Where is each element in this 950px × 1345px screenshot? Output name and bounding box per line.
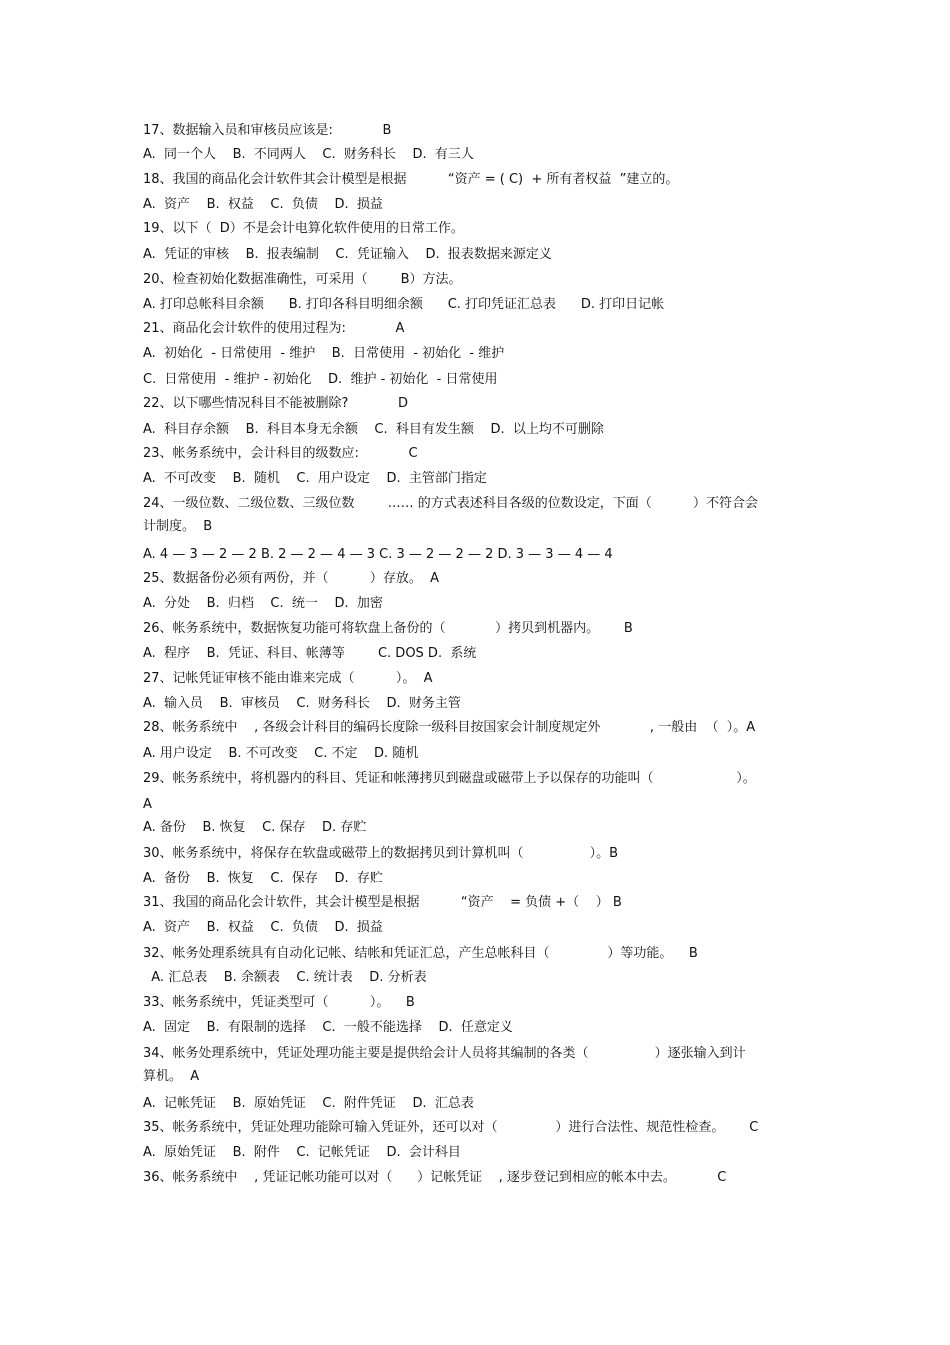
text-line: A. 备份 B. 恢复 C. 保存 D. 存贮 (143, 871, 383, 886)
text-line: A. 汇总表 B. 余额表 C. 统计表 D. 分析表 (143, 970, 427, 985)
text-line: A. 初始化 - 日常使用 - 维护 B. 日常使用 - 初始化 - 维护 (143, 346, 505, 361)
text-line: 33、帐务系统中，凭证类型可（ ）。 B (143, 995, 415, 1010)
text-line: A. 打印总帐科目余额 B. 打印各科目明细余额 C. 打印凭证汇总表 D. 打印日记帐 (143, 297, 665, 312)
text-line: 30、帐务系统中，将保存在软盘或磁带上的数据拷贝到计算机叫（ ）。B (143, 846, 619, 861)
text-line: 36、帐务系统中 , 凭证记帐功能可以对（ ）记帐凭证 , 逐步登记到相应的帐本中去。 C (143, 1170, 727, 1185)
text-line: 25、数据备份必须有两份，并（ ）存放。 A (143, 571, 440, 586)
text-line: 21、商品化会计软件的使用过程为: A (143, 321, 405, 336)
text-line: 22、以下哪些情况科目不能被删除? D (143, 396, 409, 411)
text-line: A. 备份 B. 恢复 C. 保存 D. 存贮 (143, 820, 367, 835)
text-line: A. 不可改变 B. 随机 C. 用户设定 D. 主管部门指定 (143, 471, 487, 486)
text-line: A. 原始凭证 B. 附件 C. 记帐凭证 D. 会计科目 (143, 1145, 461, 1160)
text-line: A. 同一个人 B. 不同两人 C. 财务科长 D. 有三人 (143, 147, 474, 162)
text-line: 31、我国的商品化会计软件，其会计模型是根据 “资产 = 负债 +（ ） B (143, 895, 622, 910)
text-line: A. 程序 B. 凭证、科目、帐薄等 C. DOS D. 系统 (143, 646, 477, 661)
text-line: 26、帐务系统中，数据恢复功能可将软盘上备份的（ ）拷贝到机器内。 B (143, 621, 633, 636)
text-line: 29、帐务系统中，将机器内的科目、凭证和帐薄拷贝到磁盘或磁带上予以保存的功能叫（ ）。 (143, 771, 756, 786)
text-line: A. 科目存余额 B. 科目本身无余额 C. 科目有发生额 D. 以上均不可删除 (143, 422, 604, 437)
text-line: 27、记帐凭证审核不能由谁来完成（ ）。 A (143, 671, 433, 686)
text-line: 计制度。 B (143, 519, 213, 534)
text-line: A. 资产 B. 权益 C. 负债 D. 损益 (143, 197, 383, 212)
text-line: A. 输入员 B. 审核员 C. 财务科长 D. 财务主管 (143, 696, 461, 711)
text-line: A. 资产 B. 权益 C. 负债 D. 损益 (143, 920, 383, 935)
text-line: 24、一级位数、二级位数、三级位数 …… 的方式表述科目各级的位数设定，下面（ ）不符合会 (143, 496, 759, 511)
text-line: 32、帐务处理系统具有自动化记帐、结帐和凭证汇总，产生总帐科目（ ）等功能。 B (143, 946, 698, 961)
text-line: 20、检查初始化数据准确性，可采用（ B）方法。 (143, 272, 462, 287)
text-line: A. 记帐凭证 B. 原始凭证 C. 附件凭证 D. 汇总表 (143, 1096, 474, 1111)
text-line: 23、帐务系统中，会计科目的级数应: C (143, 446, 418, 461)
text-line: C. 日常使用 - 维护 - 初始化 D. 维护 - 初始化 - 日常使用 (143, 372, 498, 387)
text-line: A. 用户设定 B. 不可改变 C. 不定 D. 随机 (143, 746, 419, 761)
text-line: A. 4 — 3 — 2 — 2 B. 2 — 2 — 4 — 3 C. 3 — 2 — 2 — 2 D. 3 — 3 — 4 — 4 (143, 547, 613, 562)
text-line: 34、帐务处理系统中，凭证处理功能主要是提供给会计人员将其编制的各类（ ）逐张输入到计 (143, 1046, 746, 1061)
text-line: A. 固定 B. 有限制的选择 C. 一般不能选择 D. 任意定义 (143, 1020, 513, 1035)
text-line: A (143, 797, 152, 812)
text-line: 18、我国的商品化会计软件其会计模型是根据 “资产 = ( C) + 所有者权益 ”建立的。 (143, 172, 679, 187)
text-line: 19、以下（ D）不是会计电算化软件使用的日常工作。 (143, 221, 464, 236)
text-line: A. 凭证的审核 B. 报表编制 C. 凭证输入 D. 报表数据来源定义 (143, 247, 552, 262)
text-line: 17、数据输入员和审核员应该是: B (143, 123, 392, 138)
text-line: A. 分处 B. 归档 C. 统一 D. 加密 (143, 596, 383, 611)
text-line: 28、帐务系统中 , 各级会计科目的编码长度除一级科目按国家会计制度规定外 , 一般由 （ ）。A (143, 720, 756, 735)
text-line: 35、帐务系统中，凭证处理功能除可输入凭证外，还可以对（ ）进行合法性、规范性检查。 C (143, 1120, 759, 1135)
text-line: 算机。 A (143, 1069, 200, 1084)
